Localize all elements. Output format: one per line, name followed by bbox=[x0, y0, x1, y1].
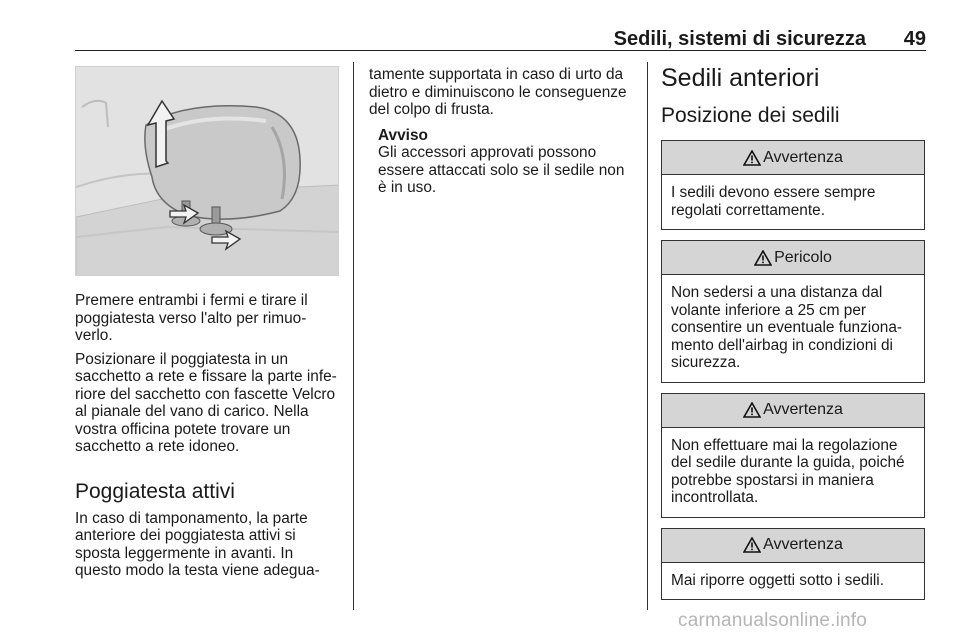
danger-box-text: Non sedersi a una distanza dal volante inferiore a 25 cm per consentire un eventuale funziona-mento dell'airbag in condizioni di sicurezza. bbox=[671, 284, 903, 371]
note-title: Avviso bbox=[378, 126, 428, 144]
header-rule bbox=[75, 50, 926, 51]
paragraph: Posizionare il poggiatesta in un sacchetto a rete e fissare la parte infe-riore del sacchetto con fascette Velcro al pianale del vano di carico. Nella vostra officina potete trovare un sacchetto a rete idoneo. bbox=[75, 350, 337, 455]
warning-triangle-icon bbox=[754, 250, 772, 266]
column-2 bbox=[369, 66, 633, 197]
warning-box-title: Avvertenza bbox=[763, 401, 843, 418]
page-header bbox=[75, 26, 926, 50]
danger-box bbox=[661, 240, 925, 383]
warning-box-header bbox=[662, 141, 924, 175]
warning-box bbox=[661, 140, 925, 230]
warning-box-title: Avvertenza bbox=[763, 536, 843, 553]
section-title: Poggiatesta attivi bbox=[75, 479, 235, 503]
warning-box-text: Non effettuare mai la regolazione del sedile durante la guida, poiché potrebbe spostarsi in maniera incontrollata. bbox=[671, 436, 905, 506]
warning-box-header bbox=[662, 394, 924, 428]
warning-box-title: Avvertenza bbox=[763, 148, 843, 166]
column-1 bbox=[75, 66, 339, 580]
danger-box-header bbox=[662, 241, 924, 275]
warning-box bbox=[661, 393, 925, 518]
headrest-drawing bbox=[76, 67, 339, 276]
warning-box-text: I sedili devono essere sempre regolati correttamente. bbox=[671, 184, 876, 219]
subheading: Posizione dei sedili bbox=[661, 104, 840, 127]
paragraph: In caso di tamponamento, la parte anteriore dei poggiatesta attivi si sposta leggermente in avanti. In questo modo la testa viene adegua- bbox=[75, 509, 320, 579]
warning-triangle-icon bbox=[743, 402, 761, 418]
watermark: carmanualsonline.info bbox=[678, 610, 868, 631]
page-number: 49 bbox=[903, 28, 926, 50]
warning-box-header bbox=[662, 529, 924, 563]
chapter-heading: Sedili anteriori bbox=[661, 64, 820, 92]
paragraph: tamente supportata in caso di urto da dietro e diminuiscono le conseguenze del colpo di frusta. bbox=[369, 66, 627, 118]
danger-box-title: Pericolo bbox=[774, 248, 832, 266]
warning-box-text: Mai riporre oggetti sotto i sedili. bbox=[671, 571, 884, 589]
column-3 bbox=[661, 66, 925, 600]
warning-box bbox=[661, 528, 925, 601]
header-title: Sedili, sistemi di sicurezza bbox=[613, 28, 866, 50]
warning-triangle-icon bbox=[743, 537, 761, 553]
warning-triangle-icon bbox=[743, 150, 761, 166]
column-divider bbox=[353, 62, 354, 610]
note-block bbox=[378, 127, 633, 197]
paragraph: Premere entrambi i fermi e tirare il poggiatesta verso l'alto per rimuo-verlo. bbox=[75, 292, 308, 344]
headrest-illustration bbox=[75, 66, 339, 276]
note-text: Gli accessori approvati possono essere attaccati solo se il sedile non è in uso. bbox=[378, 144, 625, 196]
column-divider bbox=[647, 62, 648, 610]
